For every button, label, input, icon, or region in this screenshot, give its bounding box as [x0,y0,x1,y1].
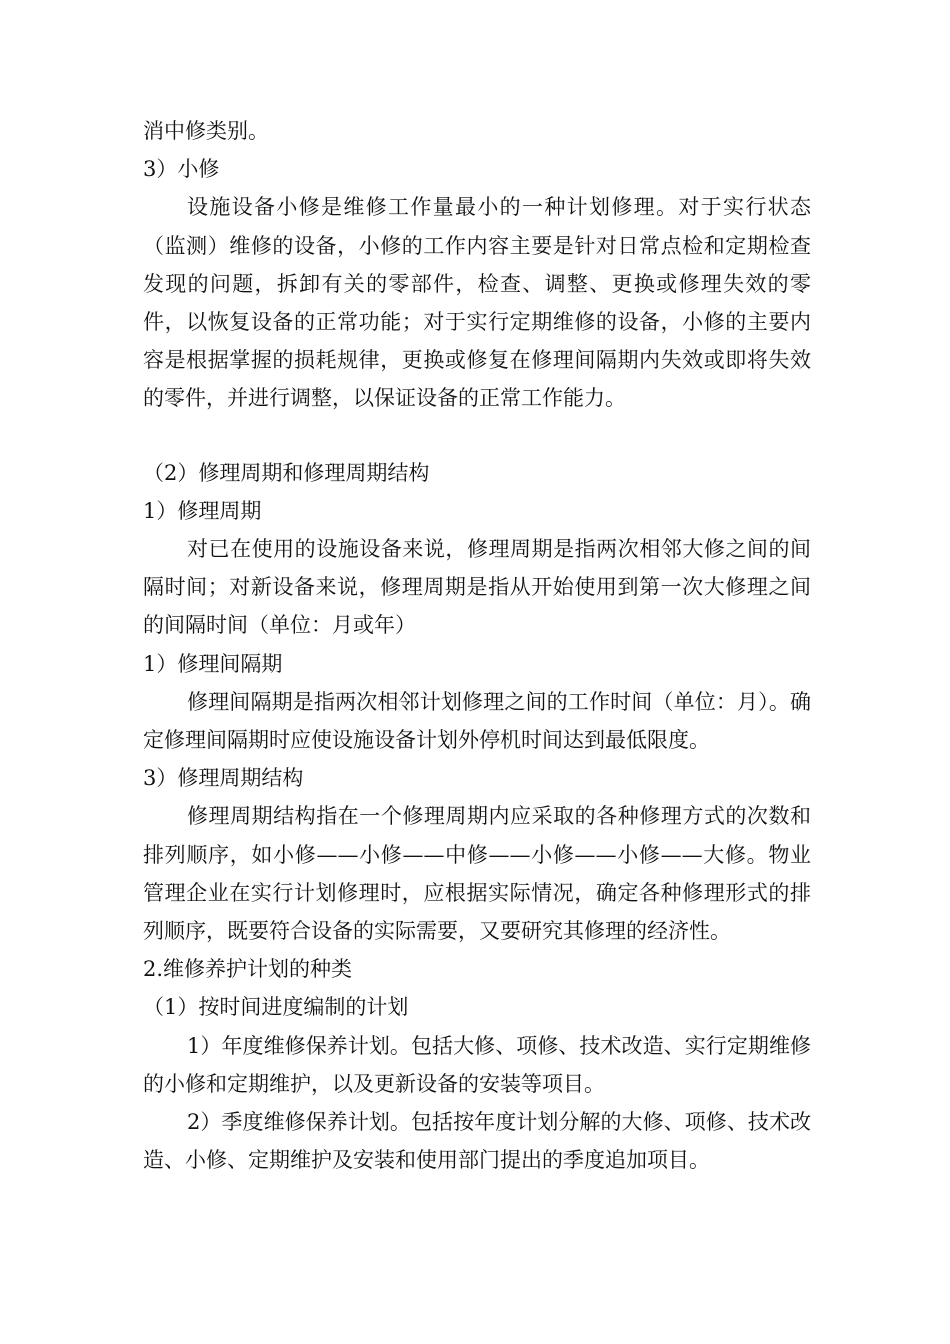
heading-plan-types: 2.维修养护计划的种类 [143,957,353,982]
heading-repair-cycle-structure: （2）修理周期和修理周期结构 [143,460,430,485]
paragraph-repair-cycle: 对已在使用的设施设备来说，修理周期是指两次相邻大修之间的间隔时间；对新设备来说，修理周期是指从开始使用到第一次大修理之间的间隔时间（单位：月或年） [143,537,811,638]
section-spacer [143,418,811,454]
paragraph-minor-repair: 设施设备小修是维修工作量最小的一种计划修理。对于实行状态（监测）维修的设备，小修的工作内容主要是针对日常点检和定期检查发现的问题，拆卸有关的零部件，检查、调整、更换或修理失效的零件，以恢复设备的正常功能；对于实行定期维修的设备，小修的主要内容是根据掌握的损耗规律，更换或修复在修理间隔期内失效或即将失效的零件，并进行调整，以保证设备的正常工作能力。 [143,195,811,411]
subheading-time-schedule-plan: （1）按时间进度编制的计划 [143,995,409,1020]
paragraph-annual-plan: 1）年度维修保养计划。包括大修、项修、技术改造、实行定期维修的小修和定期维护，以及更新设备的安装等项目。 [143,1033,811,1096]
subheading-repair-cycle: 1）修理周期 [143,498,262,523]
paragraph-cycle-structure: 修理周期结构指在一个修理周期内应采取的各种修理方式的次数和排列顺序，如小修——小修——中修——小修——小修——大修。物业管理企业在实行计划修理时，应根据实际情况，确定各种修理形式的排列顺序，既要符合设备的实际需要，又要研究其修理的经济性。 [143,804,811,944]
subheading-minor-repair: 3）小修 [143,157,220,182]
subheading-cycle-structure: 3）修理周期结构 [143,766,304,791]
subheading-repair-interval: 1）修理间隔期 [143,651,283,676]
document-body [143,112,811,1179]
paragraph-quarterly-plan: 2）季度维修保养计划。包括按年度计划分解的大修、项修、技术改造、小修、定期维护及安装和使用部门提出的季度追加项目。 [143,1110,811,1173]
paragraph-repair-interval: 修理间隔期是指两次相邻计划修理之间的工作时间（单位：月）。确定修理间隔期时应使设施设备计划外停机时间达到最低限度。 [143,689,811,753]
paragraph-continuation: 消中修类别。 [143,119,269,143]
